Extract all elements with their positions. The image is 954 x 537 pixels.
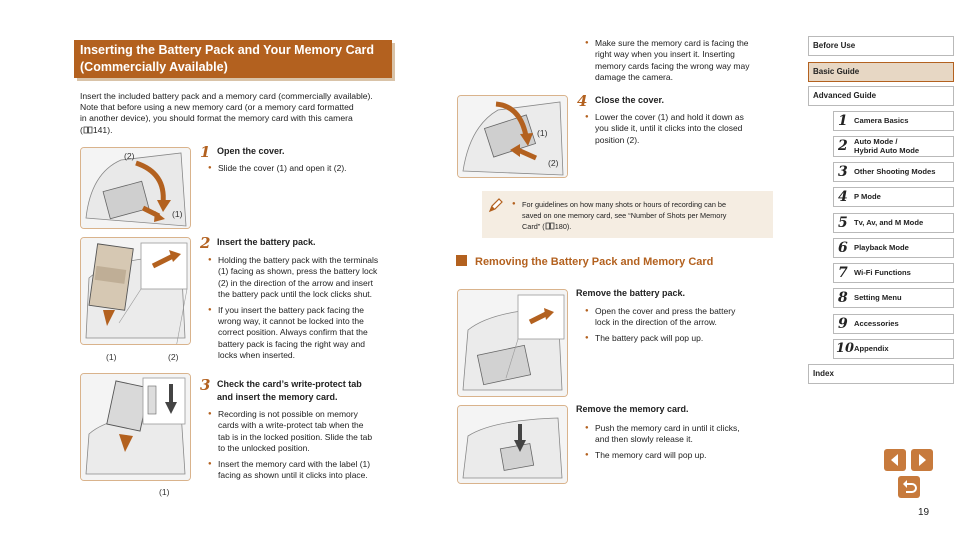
page-ref-link[interactable]: 180). xyxy=(554,222,572,232)
subsection-title: Remove the battery pack. xyxy=(576,288,686,298)
figure-remove-card xyxy=(457,405,568,484)
step-1-bullets xyxy=(208,163,408,178)
page-ref-link[interactable]: 141). xyxy=(92,124,113,135)
step-number: 3 xyxy=(200,376,211,394)
nav-chapter-3[interactable]: 3 Other Shooting Modes xyxy=(833,162,954,182)
nav-advanced-guide[interactable]: Advanced Guide xyxy=(808,86,954,106)
bullet-item: ● Slide the cover (1) and open it (2). xyxy=(208,163,408,174)
nav-chapter-6[interactable]: 6 Playback Mode xyxy=(833,238,954,258)
nav-chapter-1[interactable]: 1 Camera Basics xyxy=(833,111,954,131)
bullet-item: ● Lower the cover (1) and hold it down as you slide it, until it clicks into the closed position (2). xyxy=(585,112,785,146)
page-number: 19 xyxy=(918,507,930,518)
page-title-text: Inserting the Battery Pack and Your Memory Card (Commercially Available) xyxy=(80,43,375,74)
nav-chapter-8[interactable]: 8 Setting Menu xyxy=(833,288,954,308)
step-number: 1 xyxy=(200,143,211,161)
figure-insert-battery xyxy=(80,237,191,345)
bullet-item: ● Holding the battery pack with the terminals (1) facing as shown, press the battery lock (2) in the direction of the arrow and insert the battery pack until the lock clicks shut. xyxy=(208,255,408,301)
step-title: Open the cover. xyxy=(217,146,285,156)
book-icon xyxy=(83,126,93,134)
note-item: ● For guidelines on how many shots or hours of recording can be saved on one memory card, see “Number of Shots per Memory Card” ( 180). xyxy=(512,199,767,233)
battery-remove-illustration xyxy=(458,290,567,396)
nav-chapter-10[interactable]: 10 Appendix xyxy=(833,339,954,359)
pencil-icon xyxy=(488,197,504,213)
memory-card-insert-illustration xyxy=(81,374,190,480)
remove-battery-bullets xyxy=(585,306,785,348)
bullet-item: ● The memory card will pop up. xyxy=(585,450,785,461)
step-number: 4 xyxy=(577,92,588,110)
note-bullets xyxy=(512,199,767,237)
section-heading: Removing the Battery Pack and Memory Card xyxy=(456,255,713,268)
page-title xyxy=(74,40,392,78)
bullet-item: ● Make sure the memory card is facing the right way when you insert it. Inserting memory cards facing the wrong way may damage the camera. xyxy=(585,38,785,84)
arrow-right-icon xyxy=(911,449,933,471)
section-marker-icon xyxy=(456,255,467,266)
callout-label: (1) xyxy=(106,352,117,362)
nav-index[interactable]: Index xyxy=(808,364,954,384)
bullet-item: ● Push the memory card in until it clicks, and then slowly release it. xyxy=(585,423,785,446)
figure-insert-card xyxy=(80,373,191,481)
nav-chapter-7[interactable]: 7 Wi-Fi Functions xyxy=(833,263,954,283)
battery-insert-illustration xyxy=(81,238,190,344)
callout-label: (1) xyxy=(159,487,170,497)
step-2-bullets xyxy=(208,255,408,366)
nav-basic-guide[interactable]: Basic Guide xyxy=(808,62,954,82)
card-warning-bullets xyxy=(585,38,785,88)
figure-remove-battery xyxy=(457,289,568,397)
callout-label: (2) xyxy=(168,352,179,362)
callout-label: (2) xyxy=(124,151,135,161)
book-icon xyxy=(545,222,555,230)
nav-chapter-9[interactable]: 9 Accessories xyxy=(833,314,954,334)
bullet-item: ● If you insert the battery pack facing the wrong way, it cannot be locked into the correct position. Always confirm that the battery pack is facing the right way and locks when inserted. xyxy=(208,305,408,362)
remove-card-bullets xyxy=(585,423,785,465)
note-box xyxy=(482,191,773,238)
next-page-button[interactable] xyxy=(911,449,933,471)
intro-line: Note that before using a new memory card (or a memory card formatted xyxy=(80,102,354,113)
intro-paragraph xyxy=(80,91,400,136)
nav-chapter-5[interactable]: 5 Tv, Av, and M Mode xyxy=(833,213,954,233)
nav-before-use[interactable]: Before Use xyxy=(808,36,954,56)
intro-line: in another device), you should format the memory card with this camera xyxy=(80,113,353,124)
step-number: 2 xyxy=(200,234,211,252)
intro-line: Insert the included battery pack and a memory card (commercially available). xyxy=(80,91,373,101)
prev-page-button[interactable] xyxy=(884,449,906,471)
bullet-item: ● Insert the memory card with the label (1) facing as shown until it clicks into place. xyxy=(208,459,408,482)
nav-chapter-4[interactable]: 4 P Mode xyxy=(833,187,954,207)
return-icon xyxy=(898,476,920,498)
callout-label: (1) xyxy=(172,209,183,219)
card-remove-illustration xyxy=(458,406,567,483)
bullet-item: ● The battery pack will pop up. xyxy=(585,333,785,344)
step-4-bullets xyxy=(585,112,785,150)
step-title: Check the card’s write-protect tab and insert the memory card. xyxy=(217,379,362,402)
callout-label: (2) xyxy=(548,158,559,168)
bullet-item: ● Recording is not possible on memory cards with a write-protect tab when the tab is in the locked position. Slide the tab to the unlocked position. xyxy=(208,409,408,455)
bullet-item: ● Open the cover and press the battery lock in the direction of the arrow. xyxy=(585,306,785,329)
step-title: Insert the battery pack. xyxy=(217,237,316,247)
nav-chapter-2[interactable]: 2 Auto Mode / Hybrid Auto Mode xyxy=(833,136,954,157)
subsection-title: Remove the memory card. xyxy=(576,404,689,414)
callout-label: (1) xyxy=(537,128,548,138)
step-title: Close the cover. xyxy=(595,95,665,105)
arrow-left-icon xyxy=(884,449,906,471)
return-button[interactable] xyxy=(898,476,920,498)
intro-line: ( 141). xyxy=(80,124,113,135)
step-3-bullets xyxy=(208,409,408,485)
